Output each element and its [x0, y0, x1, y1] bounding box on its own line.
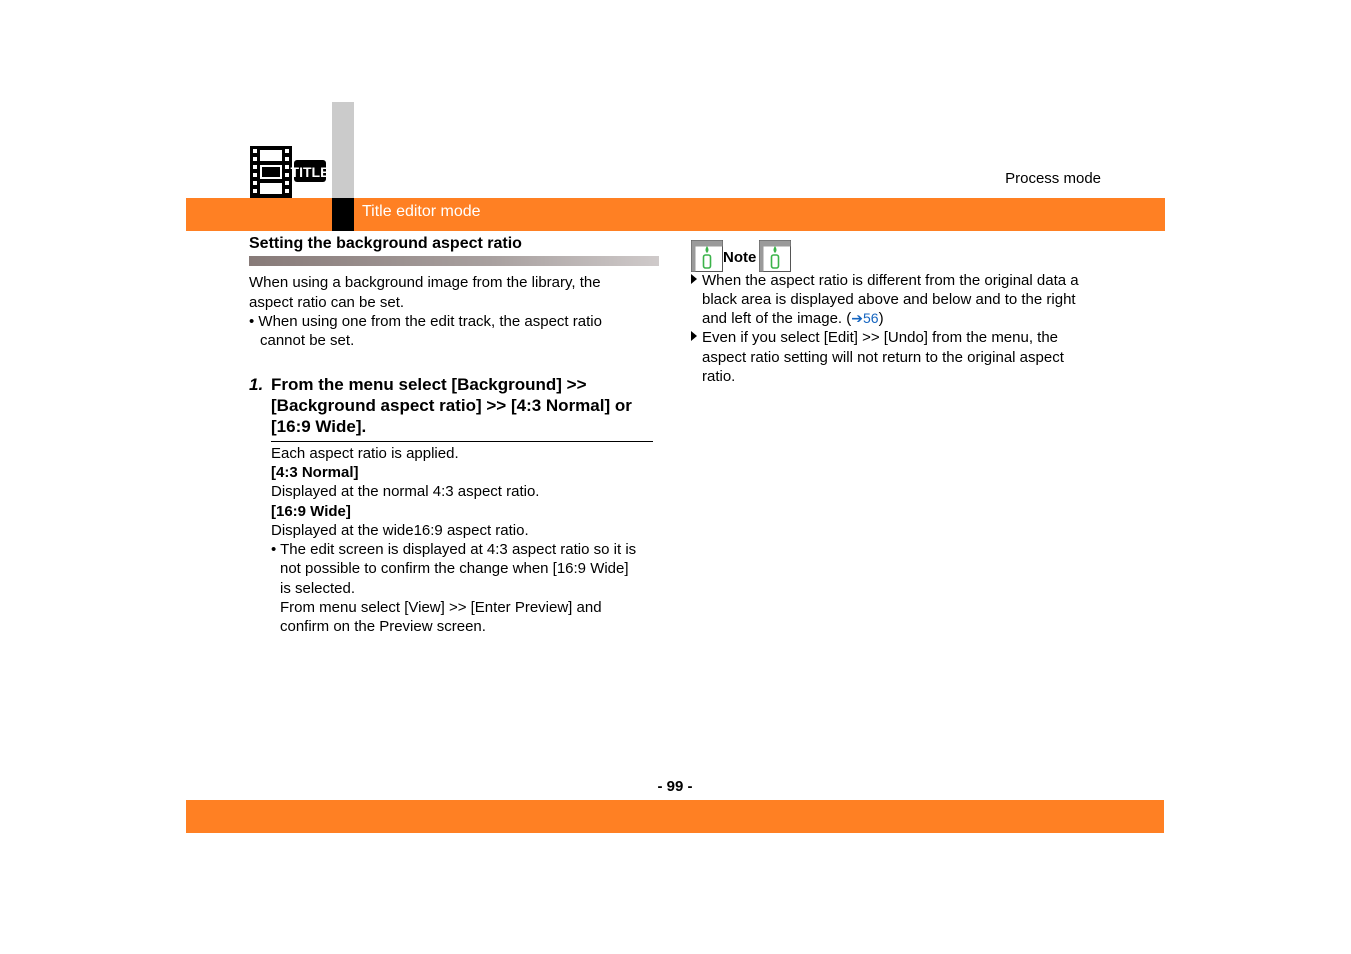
note-line: black area is displayed above and below and to the right [702, 291, 1076, 308]
detail-normal-label: [4:3 Normal] [271, 464, 359, 481]
note-item [691, 271, 1111, 290]
intro-line: When using a background image from the library, the [249, 274, 601, 291]
note-item [691, 328, 1111, 347]
page-number: - 99 - [657, 778, 693, 795]
note-line: ratio. [702, 368, 736, 385]
detail-note-line: From menu select [View] >> [Enter Preview] and [280, 599, 602, 616]
step-rule [271, 441, 653, 442]
bullet-line: • When using one from the edit track, the aspect ratio [249, 313, 602, 330]
section-title: Setting the background aspect ratio [249, 235, 522, 252]
bullet-line: cannot be set. [260, 332, 355, 349]
note-line-xref [702, 309, 1112, 328]
detail-applied: Each aspect ratio is applied. [271, 445, 459, 462]
note-label: Note [723, 249, 757, 266]
detail-note-line: is selected. [280, 580, 356, 597]
film-strip-icon [250, 146, 328, 198]
detail-wide-label: [16:9 Wide] [271, 503, 351, 520]
candle-icon [759, 240, 791, 272]
xref-close: ) [878, 310, 884, 327]
triangle-bullet-icon [691, 331, 697, 341]
section-label: Process mode [1005, 170, 1101, 187]
detail-normal-desc: Displayed at the normal 4:3 aspect ratio. [271, 483, 540, 500]
triangle-bullet-icon [691, 274, 697, 284]
detail-wide-desc: Displayed at the wide16:9 aspect ratio. [271, 522, 529, 539]
note-line: and left of the image. ( [702, 310, 852, 327]
detail-note-line: not possible to confirm the change when [16:9 Wide] [280, 560, 629, 577]
title-mode-logo [250, 146, 328, 203]
step-line: [Background aspect ratio] >> [4:3 Normal] or [271, 396, 632, 415]
intro-line: aspect ratio can be set. [249, 294, 405, 311]
detail-note-line: • The edit screen is displayed at 4:3 aspect ratio so it is [271, 541, 637, 558]
note-line: Even if you select [Edit] >> [Undo] from the menu, the [702, 329, 1059, 346]
step-line: From the menu select [Background] >> [271, 375, 587, 394]
arrow-right-icon: ➔ [851, 310, 863, 326]
chapter-title: Title editor mode [362, 203, 481, 220]
note-line: When the aspect ratio is different from the original data a [702, 272, 1079, 289]
xref-page: 56 [863, 310, 879, 326]
detail-note-line: confirm on the Preview screen. [280, 618, 486, 635]
note-line: aspect ratio setting will not return to the original aspect [702, 349, 1064, 366]
header-gray-tab [332, 102, 354, 198]
section-title-rule [249, 256, 659, 266]
cross-reference-link[interactable] [851, 310, 878, 326]
candle-icon [691, 240, 723, 272]
logo-text: TITLE [290, 164, 328, 180]
step-number: 1. [249, 375, 264, 394]
step-line: [16:9 Wide]. [271, 417, 367, 436]
footer-bar [186, 800, 1164, 833]
header-black-tab [332, 198, 354, 231]
